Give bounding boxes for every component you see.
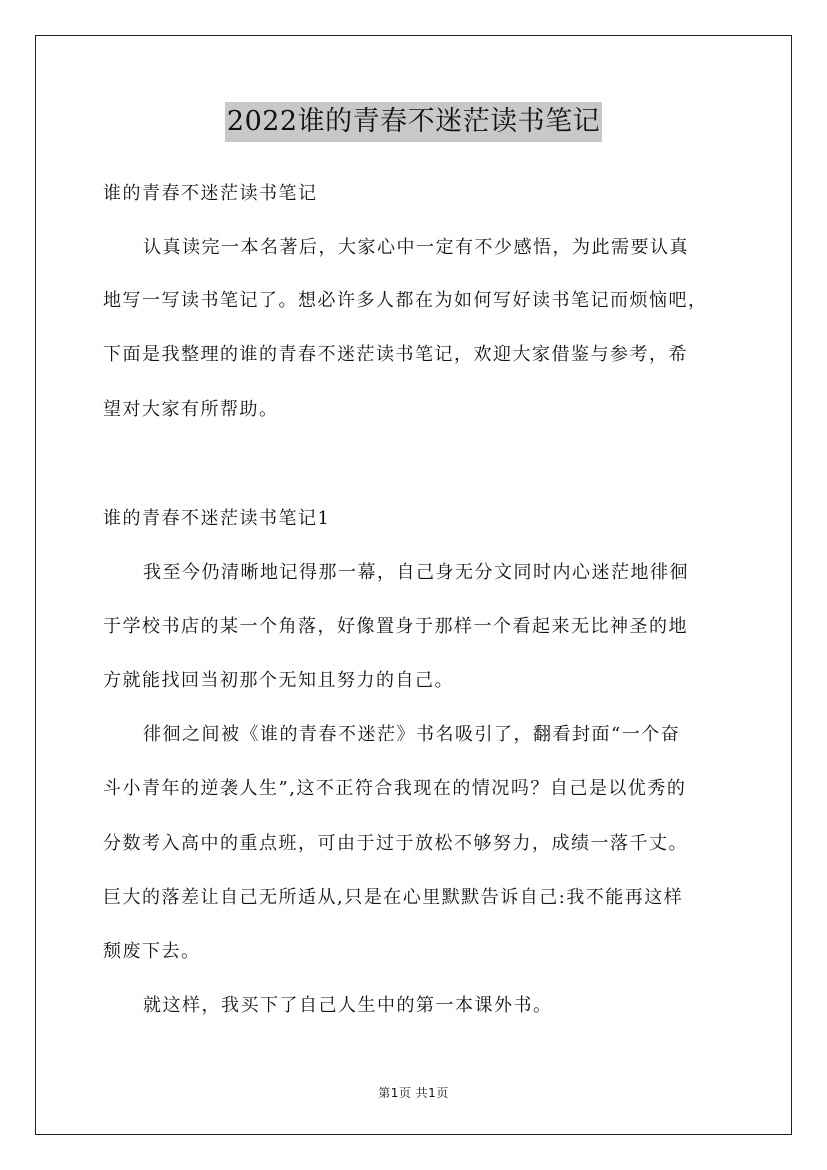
title-container	[0, 102, 827, 142]
paragraph-line: 我至今仍清晰地记得那一幕，自己身无分文同时内心迷茫地徘徊	[143, 562, 689, 583]
page-footer: 第1页 共1页	[378, 1086, 449, 1100]
paragraph-line: 巨大的落差让自己无所适从,只是在心里默默告诉自己:我不能再这样	[103, 887, 684, 908]
document-title: 2022谁的青春不迷茫读书笔记	[225, 102, 602, 142]
paragraph-line: 认真读完一本名著后，大家心中一定有不少感悟，为此需要认真	[143, 237, 689, 258]
paragraph-line: 望对大家有所帮助。	[103, 399, 279, 420]
paragraph-line: 斗小青年的逆袭人生”,这不正符合我现在的情况吗？自己是以优秀的	[103, 778, 687, 799]
paragraph-line: 方就能找回当初那个无知且努力的自己。	[103, 670, 454, 691]
paragraph-line: 徘徊之间被《谁的青春不迷茫》书名吸引了，翻看封面“一个奋	[143, 724, 681, 745]
paragraph-line: 下面是我整理的谁的青春不迷茫读书笔记，欢迎大家借鉴与参考，希	[103, 344, 688, 365]
paragraph-line: 地写一写读书笔记了。想必许多人都在为如何写好读书笔记而烦恼吧，	[103, 290, 708, 311]
paragraph-line: 于学校书店的某一个角落，好像置身于那样一个看起来无比神圣的地	[103, 616, 688, 637]
paragraph-line: 颓废下去。	[103, 941, 201, 962]
paragraph-line: 就这样，我买下了自己人生中的第一本课外书。	[143, 995, 553, 1016]
section-heading: 谁的青春不迷茫读书笔记	[103, 183, 318, 204]
paragraph-line: 分数考入高中的重点班，可由于过于放松不够努力，成绩一落千丈。	[103, 833, 688, 854]
section-heading: 谁的青春不迷茫读书笔记1	[103, 508, 331, 529]
